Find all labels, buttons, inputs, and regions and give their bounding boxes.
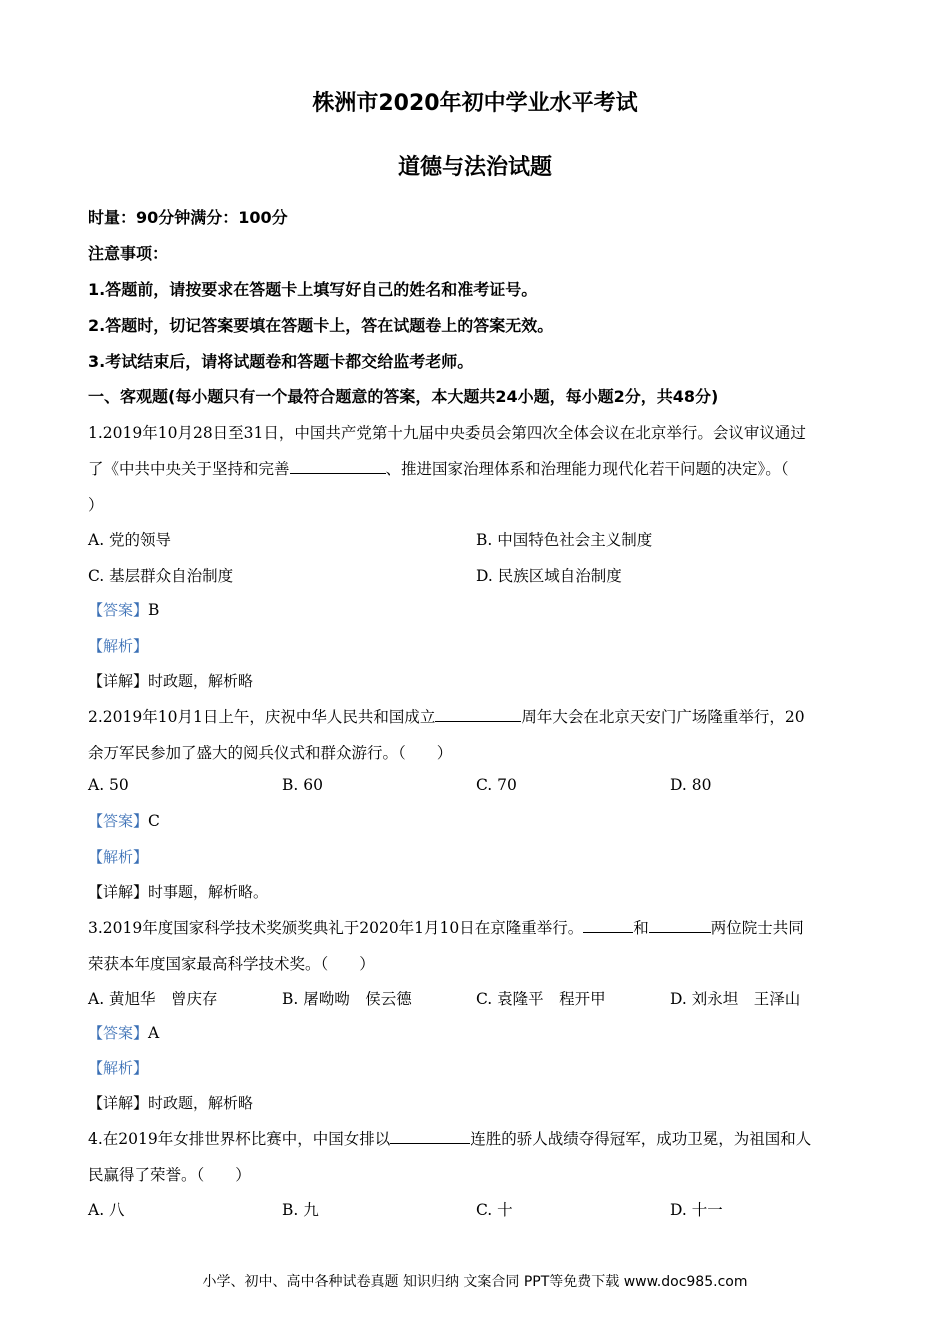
detail-text: 【详解】时政题，解析略 <box>88 1094 254 1112</box>
notice-item: 2.答题时，切记答案要填在答题卡上，答在试题卷上的答案无效。 <box>88 316 554 335</box>
answer-line <box>88 1022 159 1043</box>
exam-title: 株洲市2020年初中学业水平考试 <box>312 91 638 116</box>
option-a: A. 八 <box>88 1201 125 1219</box>
answer-blank <box>649 918 711 933</box>
analysis-label: 【解析】 <box>88 637 149 655</box>
answer-blank <box>390 1129 470 1144</box>
question-1-line: 1.2019年10月28日至31日，中国共产党第十九届中央委员会第四次全体会议在北京举行。会议审议通过 <box>88 424 806 442</box>
question-3-line <box>88 916 804 938</box>
question-4-line: 民赢得了荣誉。（ ） <box>88 1166 251 1184</box>
detail-text: 【详解】时政题，解析略 <box>88 672 254 690</box>
option-b: B. 九 <box>282 1201 319 1219</box>
question-3-line: 荣获本年度国家最高科学技术奖。（ ） <box>88 955 375 973</box>
question-4-line <box>88 1127 811 1149</box>
answer-value: C <box>148 812 160 830</box>
option-c: C. 基层群众自治制度 <box>88 567 234 585</box>
exam-subtitle: 道德与法治试题 <box>397 155 552 180</box>
option-d: D. 民族区域自治制度 <box>476 567 622 585</box>
answer-blank <box>435 707 521 722</box>
answer-value: B <box>148 601 160 619</box>
question-2-text: 2.2019年10月1日上午，庆祝中华人民共和国成立 <box>88 708 436 726</box>
question-3-text: 3.2019年度国家科学技术奖颁奖典礼于2020年1月10日在京隆重举行。 <box>88 919 584 937</box>
question-1-text: 了《中共中央关于坚持和完善 <box>88 460 290 478</box>
option-a: A. 50 <box>88 776 129 794</box>
notice-item: 3.考试结束后，请将试题卷和答题卡都交给监考老师。 <box>88 352 474 371</box>
option-c: C. 十 <box>476 1201 513 1219</box>
time-score: 时量：90分钟满分：100分 <box>88 208 288 227</box>
answer-line <box>88 599 159 620</box>
option-b: B. 屠呦呦 侯云德 <box>282 990 412 1008</box>
notice-label: 注意事项： <box>88 244 169 263</box>
answer-label: 【答案】 <box>88 1024 149 1042</box>
section-heading: 一、客观题(每小题只有一个最符合题意的答案，本大题共24小题，每小题2分，共48分) <box>88 387 719 406</box>
answer-value: A <box>148 1024 160 1042</box>
footer-text: 小学、初中、高中各种试卷真题 知识归纳 文案合同 PPT等免费下载 www.doc985.com <box>202 1274 748 1290</box>
option-c: C. 70 <box>476 776 517 794</box>
answer-line <box>88 810 160 831</box>
option-d: D. 十一 <box>670 1201 723 1219</box>
detail-text: 【详解】时事题，解析略。 <box>88 883 269 901</box>
option-a: A. 黄旭华 曾庆存 <box>88 990 218 1008</box>
question-3-text: 和 <box>633 919 649 937</box>
question-1-line: ） <box>88 496 104 514</box>
question-2-line <box>88 705 805 727</box>
question-1-line <box>88 457 789 479</box>
question-2-line: 余万军民参加了盛大的阅兵仪式和群众游行。（ ） <box>88 744 453 762</box>
question-2-text: 周年大会在北京天安门广场隆重举行，20 <box>521 708 805 726</box>
question-3-text: 两位院士共同 <box>710 919 804 937</box>
notice-item: 1.答题前，请按要求在答题卡上填写好自己的姓名和准考证号。 <box>88 280 538 299</box>
question-4-text: 连胜的骄人战绩夺得冠军，成功卫冕，为祖国和人 <box>470 1130 812 1148</box>
question-1-text: 、推进国家治理体系和治理能力现代化若干问题的决定》。（ <box>385 460 789 478</box>
option-d: D. 80 <box>670 776 712 794</box>
option-b: B. 60 <box>282 776 323 794</box>
option-d: D. 刘永坦 王泽山 <box>670 990 801 1008</box>
answer-label: 【答案】 <box>88 601 149 619</box>
answer-label: 【答案】 <box>88 812 149 830</box>
answer-blank <box>290 459 386 474</box>
analysis-label: 【解析】 <box>88 1059 149 1077</box>
answer-blank <box>583 918 633 933</box>
question-4-text: 4.在2019年女排世界杯比赛中，中国女排以 <box>88 1130 391 1148</box>
analysis-label: 【解析】 <box>88 848 149 866</box>
option-b: B. 中国特色社会主义制度 <box>476 531 653 549</box>
option-a: A. 党的领导 <box>88 531 172 549</box>
option-c: C. 袁隆平 程开甲 <box>476 990 606 1008</box>
